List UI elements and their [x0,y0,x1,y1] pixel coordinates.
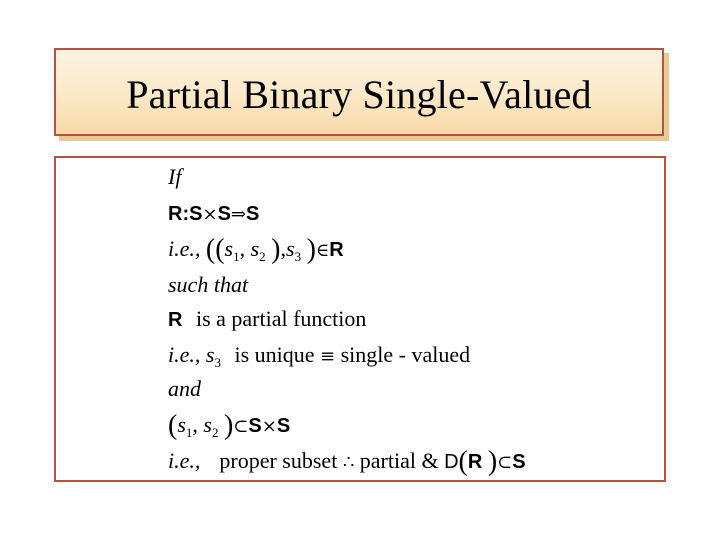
paren-open: ( [168,410,178,441]
implies-symbol: ⇒ [230,204,246,225]
set-s: S [512,451,526,473]
and-word: and [168,376,201,401]
partial-function-text: is a partial function [195,306,367,331]
set-s: S [189,203,203,225]
subscript: 2 [211,425,219,440]
relation-r: R [168,203,183,225]
relation-r: R [329,239,344,261]
comma: , [239,236,246,261]
line-single-valued [168,340,470,370]
equivalence-symbol: ≡ [320,346,336,367]
times-symbol: × [202,204,218,225]
ie-label: i.e., [168,236,201,261]
line-tuple-membership [168,234,344,264]
var-s: s [205,342,215,367]
slide-title: Partial Binary Single-Valued [126,71,592,117]
subscript: 2 [259,249,266,264]
therefore-symbol: ∴ [342,452,355,473]
line-partial-function [168,304,366,334]
if-word: If [168,164,182,189]
comma: , [192,412,198,437]
ie-label: i.e., [168,342,201,367]
paren-close: ) [306,234,316,265]
content-box [54,156,666,482]
partial-text: partial [359,448,416,473]
is-unique-text: is unique [234,342,315,367]
var-s: s [286,236,295,261]
subscript: 1 [233,249,240,264]
paren-open: ( [458,446,468,477]
ampersand: & [421,448,439,473]
line-if [168,162,181,192]
subset-symbol: ⊂ [233,416,249,437]
set-s: S [246,203,260,225]
such-that-text: such that [168,272,249,297]
relation-r: R [467,451,483,473]
set-s: S [276,415,291,437]
set-s: S [217,203,231,225]
subset-symbol: ⊂ [497,452,513,473]
var-s: s [224,236,234,261]
line-and [168,374,201,404]
var-s: s [250,236,260,261]
line-proper-subset [168,446,526,476]
paren-open: ( [205,234,216,265]
paren-open: ( [215,234,225,265]
set-s: S [248,415,262,437]
subscript: 1 [185,425,193,440]
ie-label: i.e., [168,448,201,473]
element-of-symbol: ∈ [315,240,330,261]
slide-title-box [54,48,664,136]
var-s: s [177,412,186,437]
var-s: s [203,412,212,437]
colon: : [182,203,190,225]
paren-close: ) [487,446,498,477]
proper-subset-text: proper subset [219,448,338,473]
relation-r: R [168,309,183,331]
subscript: 3 [294,249,302,264]
paren-close: ) [271,234,281,265]
times-symbol: × [261,416,277,437]
line-such-that [168,270,248,300]
domain-d: D [444,451,459,473]
subscript: 3 [214,355,221,370]
comma: , [280,236,286,261]
line-pair-subset [168,410,290,440]
single-valued-text: single - valued [340,342,471,367]
line-relation-signature [168,198,259,228]
paren-close: ) [223,410,234,441]
